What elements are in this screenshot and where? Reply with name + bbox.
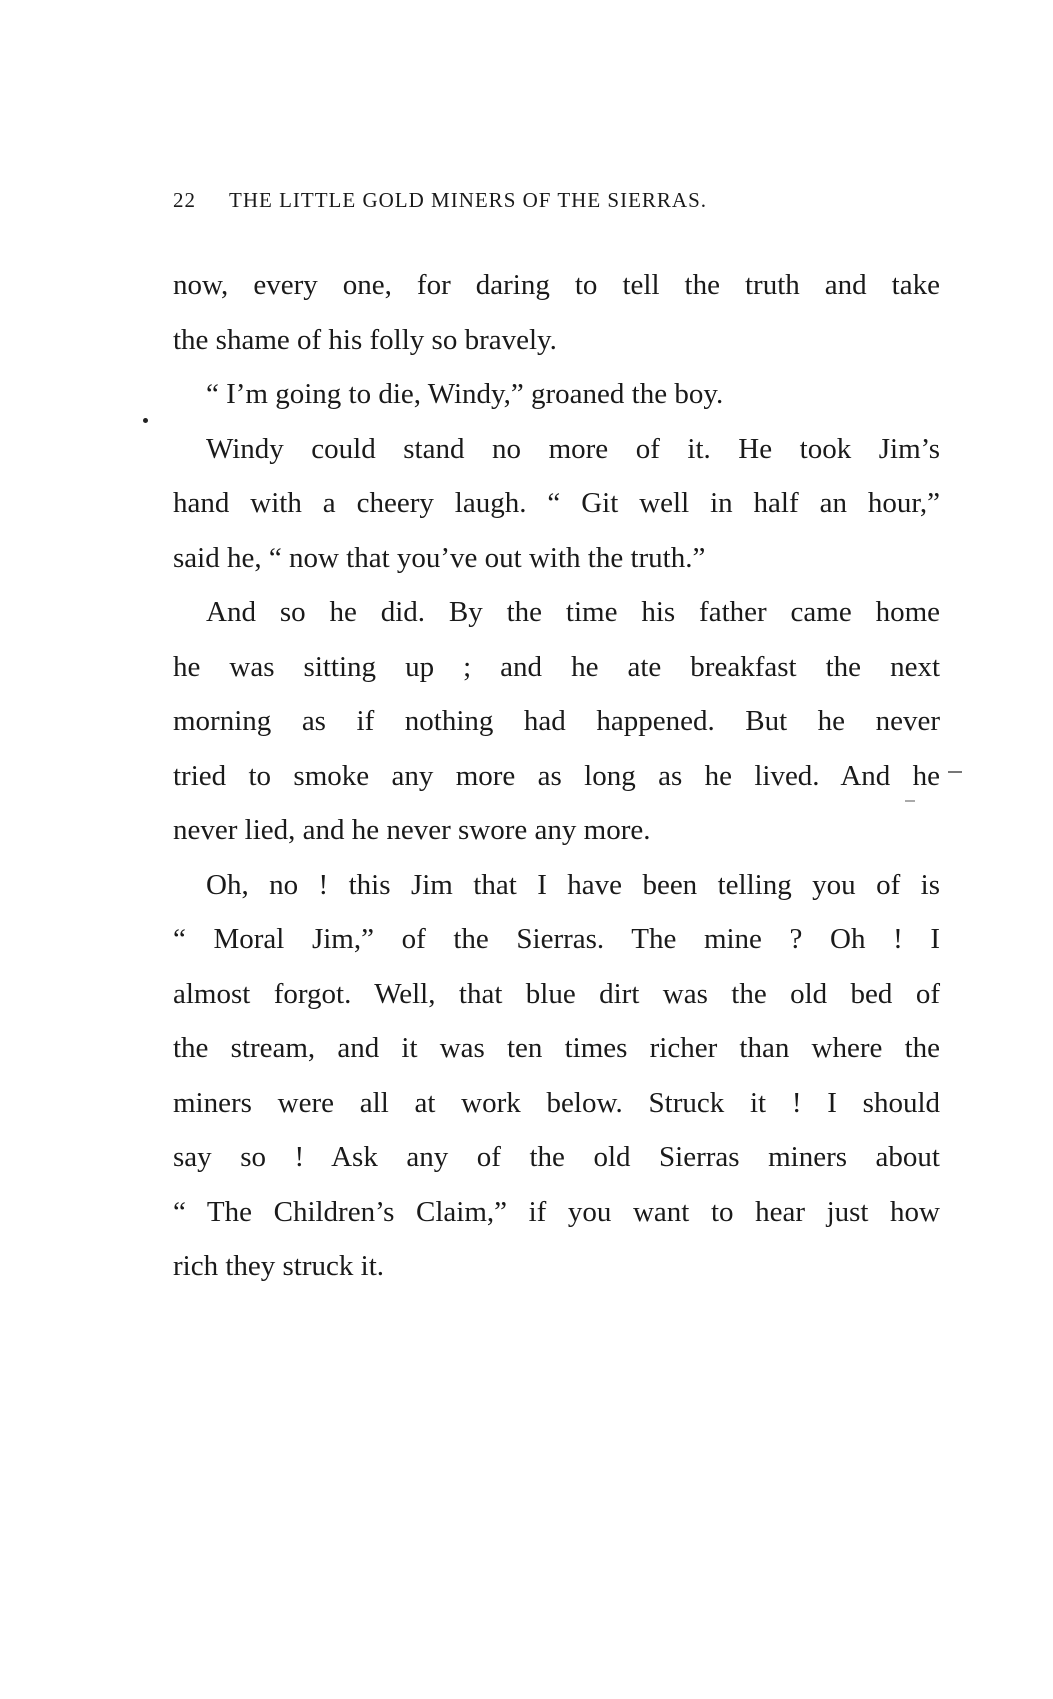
text-line: hand with a cheery laugh. “ Git well in half an hour,” <box>173 487 940 519</box>
running-head <box>173 188 953 218</box>
text-line: almost forgot. Well, that blue dirt was the old bed of <box>173 977 940 1010</box>
text-line: “ I’m going to die, Windy,” groaned the boy. <box>206 378 724 410</box>
text-line: said he, “ now that you’ve out with the truth.” <box>173 541 706 574</box>
body-text <box>173 258 940 1294</box>
text-line: miners were all at work below. Struck it ! I should <box>173 1086 940 1119</box>
text-line: the stream, and it was ten times richer than where the <box>173 1032 940 1064</box>
text-line: now, every one, for daring to tell the truth and take <box>173 269 940 301</box>
text-line: “ Moral Jim,” of the Sierras. The mine ? Oh ! I <box>173 923 940 955</box>
text-line: “ The Children’s Claim,” if you want to hear just how <box>173 1195 940 1228</box>
stray-ink-dot <box>143 418 148 423</box>
text-line: he was sitting up ; and he ate breakfast the next <box>173 650 940 683</box>
page-number: 22 <box>173 188 196 212</box>
text-line: say so ! Ask any of the old Sierras miners about <box>173 1141 940 1173</box>
text-line: never lied, and he never swore any more. <box>173 814 651 846</box>
text-line: And so he did. By the time his father came home <box>206 596 940 628</box>
running-title: THE LITTLE GOLD MINERS OF THE SIERRAS. <box>229 188 708 212</box>
stray-ink-mark <box>948 771 962 773</box>
text-line: rich they struck it. <box>173 1250 385 1282</box>
text-line: the shame of his folly so bravely. <box>173 323 557 356</box>
text-line: Windy could stand no more of it. He took Jim’s <box>206 432 940 465</box>
text-line: Oh, no ! this Jim that I have been telling you of is <box>206 868 940 901</box>
text-line: tried to smoke any more as long as he lived. And he <box>173 759 940 792</box>
text-line: morning as if nothing had happened. But he never <box>173 705 940 737</box>
